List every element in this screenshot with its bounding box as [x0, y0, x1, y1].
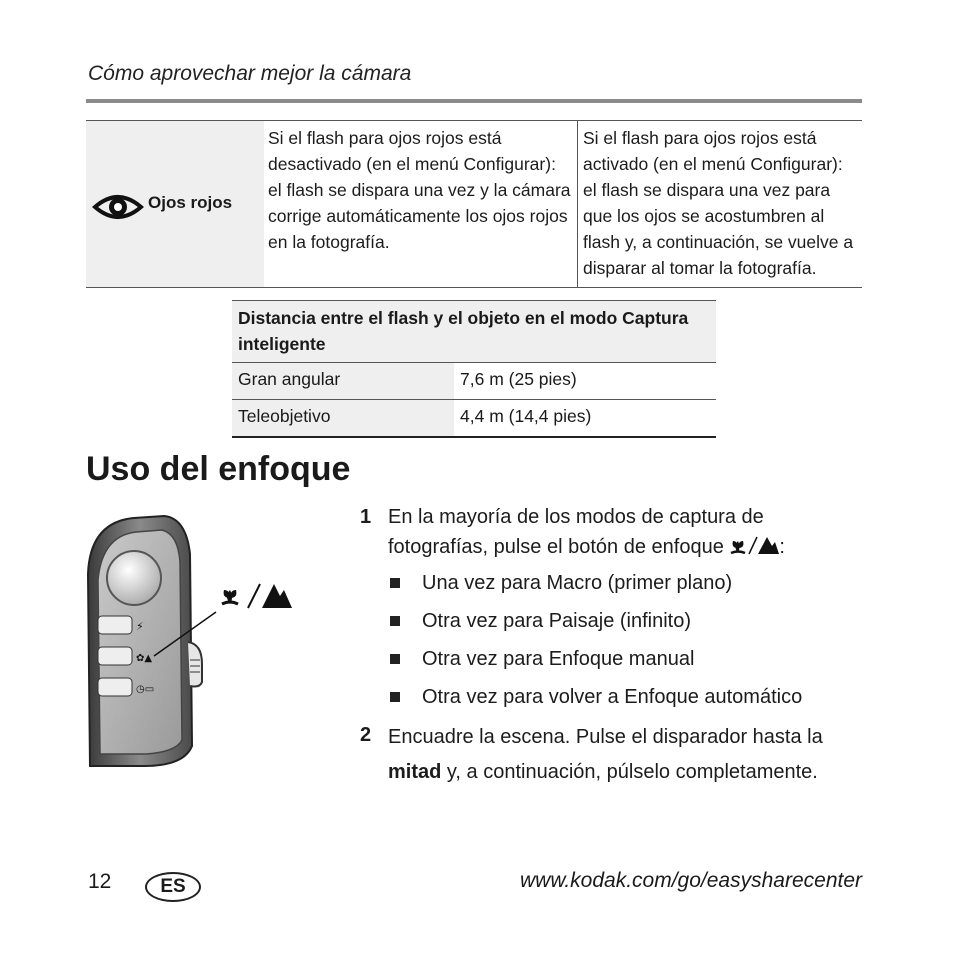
macro-landscape-icon [729, 535, 779, 555]
red-eye-label: Ojos rojos [148, 193, 233, 212]
step-text [388, 502, 868, 562]
flash-distance-heading: Distancia entre el flash y el objeto en el modo Captura inteligente [238, 308, 689, 354]
language-badge: ES [145, 872, 201, 902]
step-number: 1 [360, 506, 372, 528]
svg-text:✿▲: ✿▲ [136, 653, 153, 664]
list-item-text: Otra vez para Paisaje (infinito) [422, 610, 692, 632]
eye-icon [92, 191, 144, 223]
red-eye-off-description: Si el flash para ojos rojos está desactivado (en el menú Configurar): el flash se dispara una vez y la cámara corrige automáticamente los ojos rojos en la fotografía. [268, 128, 571, 252]
step-text-colon: : [779, 536, 785, 558]
step-text-main: En la mayoría de los modos de captura de fotografías, pulse el botón de enfoque [388, 506, 764, 558]
table-row [232, 362, 716, 399]
red-eye-label-cell [86, 121, 264, 287]
distance-label: Teleobjetivo [238, 406, 331, 426]
footer-url: www.kodak.com/go/easysharecenter [520, 869, 862, 892]
bullet-square [390, 578, 400, 588]
svg-text:◷▭: ◷▭ [136, 684, 155, 695]
step-text [388, 720, 868, 790]
table-row [232, 399, 716, 438]
section-title: Uso del enfoque [86, 450, 351, 488]
bullet-square [390, 654, 400, 664]
flash-distance-table-header [232, 300, 716, 362]
list-item-text: Una vez para Macro (primer plano) [422, 572, 733, 594]
step-text-end: y, a continuación, púlselo completamente. [446, 761, 818, 783]
bullet-square [390, 692, 400, 702]
distance-label: Gran angular [238, 369, 341, 389]
step-number: 2 [360, 724, 372, 746]
macro-landscape-icon [222, 584, 292, 608]
page-number: 12 [88, 870, 112, 893]
step-text-main: Encuadre la escena. Pulse el disparador hasta la [388, 726, 823, 748]
page-header-title: Cómo aprovechar mejor la cámara [88, 62, 412, 85]
list-item-text: Otra vez para volver a Enfoque automático [422, 686, 803, 708]
step-text-bold: mitad [388, 761, 442, 783]
distance-value: 4,4 m (14,4 pies) [460, 406, 592, 426]
flash-distance-table [232, 300, 716, 437]
red-eye-on-description: Si el flash para ojos rojos está activado (en el menú Configurar): el flash se dispara una vez para que los ojos se acostumbren al flash y, a continuación, se vuelve a disparar al tomar la fotografía. [583, 128, 854, 278]
header-rule [86, 99, 862, 103]
distance-value: 7,6 m (25 pies) [460, 369, 577, 389]
list-item-text: Otra vez para Enfoque manual [422, 648, 695, 670]
svg-text:⚡: ⚡ [136, 620, 144, 633]
bullet-square [390, 616, 400, 626]
red-eye-table [86, 120, 862, 288]
camera-illustration [84, 514, 304, 770]
table-divider [577, 121, 578, 287]
